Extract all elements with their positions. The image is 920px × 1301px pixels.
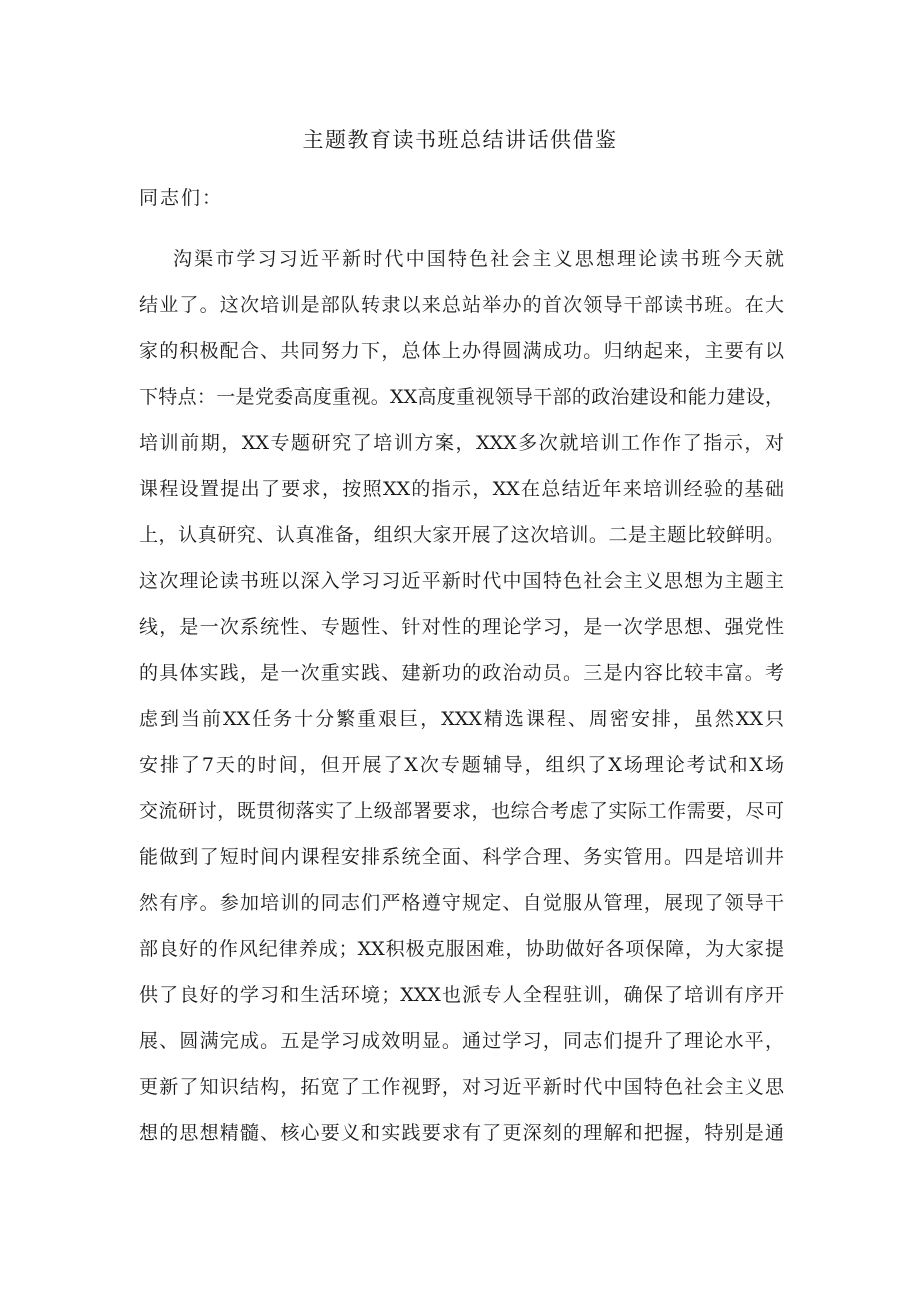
paragraph-line: 的具体实践，是一次重实践、建新功的政治动员。三是内容比较丰富。考 bbox=[139, 662, 784, 684]
paragraph-line: 结业了。这次培训是部队转隶以来总站举办的首次领导干部读书班。在大 bbox=[139, 294, 784, 316]
paragraph-line: 下特点：一是党委高度重视。XX高度重视领导干部的政治建设和能力建设， bbox=[139, 386, 784, 408]
paragraph-line: 安排了7天的时间，但开展了X次专题辅导，组织了X场理论考试和X场 bbox=[139, 754, 784, 776]
body-paragraph bbox=[139, 236, 784, 1156]
paragraph-line: 交流研讨，既贯彻落实了上级部署要求，也综合考虑了实际工作需要，尽可 bbox=[139, 800, 784, 822]
paragraph-line: 更新了知识结构，拓宽了工作视野，对习近平新时代中国特色社会主义思 bbox=[139, 1076, 784, 1098]
paragraph-line: 沟渠市学习习近平新时代中国特色社会主义思想理论读书班今天就 bbox=[173, 248, 784, 270]
document-title: 主题教育读书班总结讲话供借鉴 bbox=[302, 128, 618, 152]
paragraph-line: 这次理论读书班以深入学习习近平新时代中国特色社会主义思想为主题主 bbox=[139, 570, 784, 592]
paragraph-line: 课程设置提出了要求，按照XX的指示，XX在总结近年来培训经验的基础 bbox=[139, 478, 784, 500]
paragraph-line: 上，认真研究、认真准备，组织大家开展了这次培训。二是主题比较鲜明。 bbox=[139, 524, 784, 546]
salutation: 同志们： bbox=[139, 187, 224, 209]
paragraph-line: 部良好的作风纪律养成；XX积极克服困难，协助做好各项保障，为大家提 bbox=[139, 938, 784, 960]
paragraph-line: 能做到了短时间内课程安排系统全面、科学合理、务实管用。四是培训井 bbox=[139, 846, 784, 868]
paragraph-line: 想的思想精髓、核心要义和实践要求有了更深刻的理解和把握，特别是通 bbox=[139, 1122, 784, 1144]
paragraph-line: 供了良好的学习和生活环境；XXX也派专人全程驻训，确保了培训有序开 bbox=[139, 984, 784, 1006]
paragraph-line: 展、圆满完成。五是学习成效明显。通过学习，同志们提升了理论水平， bbox=[139, 1030, 784, 1052]
paragraph-line: 然有序。参加培训的同志们严格遵守规定、自觉服从管理，展现了领导干 bbox=[139, 892, 784, 914]
paragraph-line: 家的积极配合、共同努力下，总体上办得圆满成功。归纳起来，主要有以 bbox=[139, 340, 784, 362]
paragraph-line: 虑到当前XX任务十分繁重艰巨，XXX精选课程、周密安排，虽然XX只 bbox=[139, 708, 784, 730]
paragraph-line: 线，是一次系统性、专题性、针对性的理论学习，是一次学思想、强党性 bbox=[139, 616, 784, 638]
paragraph-line: 培训前期，XX专题研究了培训方案，XXX多次就培训工作作了指示，对 bbox=[139, 432, 784, 454]
